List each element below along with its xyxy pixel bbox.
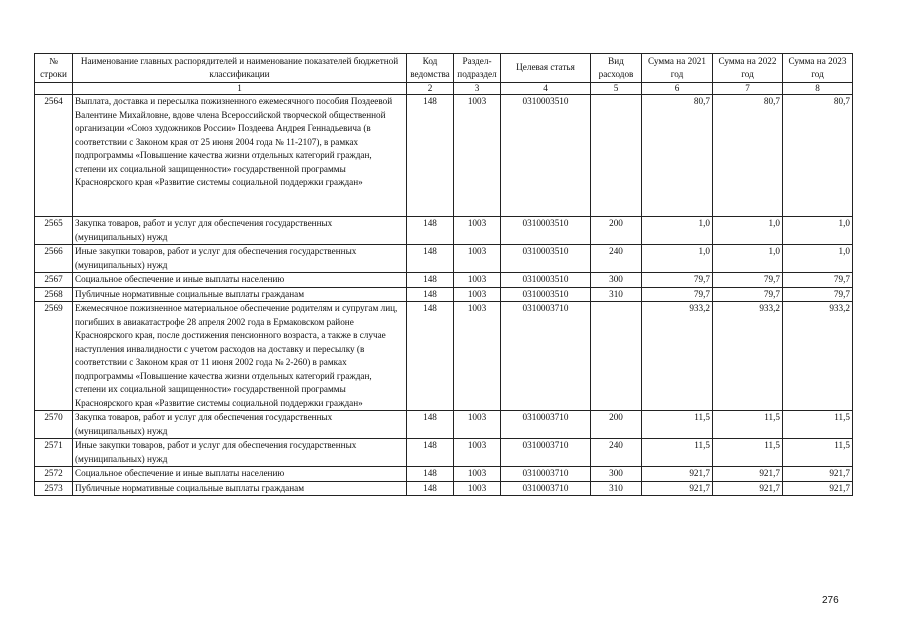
row-exp-type: 300 xyxy=(591,467,642,482)
row-sum-2023: 933,2 xyxy=(783,302,853,411)
column-number: 5 xyxy=(591,83,642,95)
column-number: 6 xyxy=(642,83,713,95)
row-section: 1003 xyxy=(454,273,501,288)
row-exp-type xyxy=(591,302,642,411)
row-section: 1003 xyxy=(454,467,501,482)
row-sum-2023: 921,7 xyxy=(783,481,853,496)
table-row xyxy=(35,467,853,482)
row-sum-2022: 79,7 xyxy=(713,273,783,288)
row-target: 0310003510 xyxy=(501,287,591,302)
row-sum-2021: 79,7 xyxy=(642,287,713,302)
row-name: Публичные нормативные социальные выплаты гражданам xyxy=(73,481,407,496)
row-no: 2567 xyxy=(35,273,73,288)
row-section: 1003 xyxy=(454,245,501,273)
row-target: 0310003510 xyxy=(501,273,591,288)
row-sum-2022: 921,7 xyxy=(713,467,783,482)
row-name: Социальное обеспечение и иные выплаты населению xyxy=(73,467,407,482)
budget-table xyxy=(34,53,853,496)
row-sum-2023: 11,5 xyxy=(783,411,853,439)
row-target: 0310003510 xyxy=(501,95,591,217)
row-section: 1003 xyxy=(454,411,501,439)
row-section: 1003 xyxy=(454,287,501,302)
column-number: 7 xyxy=(713,83,783,95)
row-sum-2022: 79,7 xyxy=(713,287,783,302)
row-section: 1003 xyxy=(454,95,501,217)
header-sum-2023: Сумма на 2023 год xyxy=(783,54,853,83)
table-row xyxy=(35,217,853,245)
row-exp-type: 200 xyxy=(591,411,642,439)
row-section: 1003 xyxy=(454,217,501,245)
row-section: 1003 xyxy=(454,481,501,496)
row-sum-2023: 1,0 xyxy=(783,245,853,273)
row-target: 0310003710 xyxy=(501,439,591,467)
row-target: 0310003510 xyxy=(501,217,591,245)
row-sum-2022: 921,7 xyxy=(713,481,783,496)
row-sum-2022: 11,5 xyxy=(713,439,783,467)
table-row xyxy=(35,302,853,411)
row-dept: 148 xyxy=(407,302,454,411)
row-exp-type: 310 xyxy=(591,481,642,496)
row-no: 2564 xyxy=(35,95,73,217)
row-target: 0310003710 xyxy=(501,411,591,439)
header-sum-2022: Сумма на 2022 год xyxy=(713,54,783,83)
row-dept: 148 xyxy=(407,439,454,467)
row-sum-2023: 1,0 xyxy=(783,217,853,245)
row-name: Публичные нормативные социальные выплаты гражданам xyxy=(73,287,407,302)
row-no: 2570 xyxy=(35,411,73,439)
row-name: Иные закупки товаров, работ и услуг для обеспечения государственных (муниципальных) нужд xyxy=(73,245,407,273)
row-sum-2022: 80,7 xyxy=(713,95,783,217)
row-dept: 148 xyxy=(407,481,454,496)
row-no: 2572 xyxy=(35,467,73,482)
row-sum-2021: 11,5 xyxy=(642,411,713,439)
row-no: 2565 xyxy=(35,217,73,245)
column-number: 8 xyxy=(783,83,853,95)
row-sum-2023: 80,7 xyxy=(783,95,853,217)
table-row xyxy=(35,287,853,302)
column-number: 4 xyxy=(501,83,591,95)
row-exp-type: 310 xyxy=(591,287,642,302)
row-exp-type: 240 xyxy=(591,245,642,273)
column-number: 3 xyxy=(454,83,501,95)
row-sum-2021: 921,7 xyxy=(642,467,713,482)
row-no: 2569 xyxy=(35,302,73,411)
table-row xyxy=(35,95,853,217)
row-sum-2022: 1,0 xyxy=(713,217,783,245)
row-sum-2022: 1,0 xyxy=(713,245,783,273)
row-sum-2022: 11,5 xyxy=(713,411,783,439)
row-sum-2021: 11,5 xyxy=(642,439,713,467)
row-name: Закупка товаров, работ и услуг для обеспечения государственных (муниципальных) нужд xyxy=(73,411,407,439)
header-exp-type: Вид расходов xyxy=(591,54,642,83)
header-section: Раздел-подраздел xyxy=(454,54,501,83)
header-name: Наименование главных распорядителей и наименование показателей бюджетной классификации xyxy=(73,54,407,83)
table-row xyxy=(35,439,853,467)
header-sum-2021: Сумма на 2021 год xyxy=(642,54,713,83)
row-target: 0310003510 xyxy=(501,245,591,273)
budget-table-container xyxy=(34,53,853,496)
row-no: 2568 xyxy=(35,287,73,302)
column-number: 1 xyxy=(73,83,407,95)
row-sum-2023: 921,7 xyxy=(783,467,853,482)
table-row xyxy=(35,411,853,439)
row-exp-type: 240 xyxy=(591,439,642,467)
row-sum-2021: 79,7 xyxy=(642,273,713,288)
row-target: 0310003710 xyxy=(501,302,591,411)
row-no: 2566 xyxy=(35,245,73,273)
row-dept: 148 xyxy=(407,95,454,217)
row-sum-2023: 11,5 xyxy=(783,439,853,467)
table-row xyxy=(35,273,853,288)
row-name: Закупка товаров, работ и услуг для обеспечения государственных (муниципальных) нужд xyxy=(73,217,407,245)
row-dept: 148 xyxy=(407,273,454,288)
header-dept: Код ведомства xyxy=(407,54,454,83)
row-exp-type xyxy=(591,95,642,217)
row-no: 2571 xyxy=(35,439,73,467)
page-number: 276 xyxy=(822,595,839,606)
row-target: 0310003710 xyxy=(501,481,591,496)
row-dept: 148 xyxy=(407,217,454,245)
row-dept: 148 xyxy=(407,287,454,302)
header-target: Целевая статья xyxy=(501,54,591,83)
row-sum-2021: 921,7 xyxy=(642,481,713,496)
column-number-blank xyxy=(35,83,73,95)
row-target: 0310003710 xyxy=(501,467,591,482)
row-dept: 148 xyxy=(407,411,454,439)
header-row-no: № строки xyxy=(35,54,73,83)
row-sum-2021: 1,0 xyxy=(642,245,713,273)
row-name: Социальное обеспечение и иные выплаты населению xyxy=(73,273,407,288)
row-sum-2023: 79,7 xyxy=(783,273,853,288)
row-sum-2023: 79,7 xyxy=(783,287,853,302)
table-row xyxy=(35,245,853,273)
row-section: 1003 xyxy=(454,302,501,411)
column-number-row xyxy=(35,83,853,95)
row-sum-2021: 80,7 xyxy=(642,95,713,217)
row-name: Выплата, доставка и пересылка пожизненного ежемесячного пособия Поздеевой Валентине Михайловне, вдове члена Всероссийской творческой общественной организации «Союз художников России» Поздеева Андрея Геннадьевича (в соответствии с Законом края от 25 июня 2004 года № 11-2107), в рамках подпрограммы «Повышение качества жизни отдельных категорий граждан, степени их социальной защищенности» государственной программы Красноярского края «Развитие системы социальной поддержки граждан» xyxy=(73,95,407,217)
row-sum-2021: 933,2 xyxy=(642,302,713,411)
row-name: Иные закупки товаров, работ и услуг для обеспечения государственных (муниципальных) нужд xyxy=(73,439,407,467)
header-row xyxy=(35,54,853,83)
row-dept: 148 xyxy=(407,467,454,482)
row-name: Ежемесячное пожизненное материальное обеспечение родителям и супругам лиц, погибших в авиакатастрофе 28 апреля 2002 года в Ермаковском районе Красноярского края, после достижения пенсионного возраста, а также в случае наступления инвалидности с учетом расходов на доставку и пересылку (в соответствии с Законом края от 11 июня 2002 года № 2-260) в рамках подпрограммы «Повышение качества жизни отдельных категорий граждан, степени их социальной защищенности» государственной программы Красноярского края «Развитие системы социальной поддержки граждан» xyxy=(73,302,407,411)
row-dept: 148 xyxy=(407,245,454,273)
row-sum-2021: 1,0 xyxy=(642,217,713,245)
row-no: 2573 xyxy=(35,481,73,496)
row-exp-type: 300 xyxy=(591,273,642,288)
column-number: 2 xyxy=(407,83,454,95)
row-section: 1003 xyxy=(454,439,501,467)
row-sum-2022: 933,2 xyxy=(713,302,783,411)
table-row xyxy=(35,481,853,496)
row-exp-type: 200 xyxy=(591,217,642,245)
